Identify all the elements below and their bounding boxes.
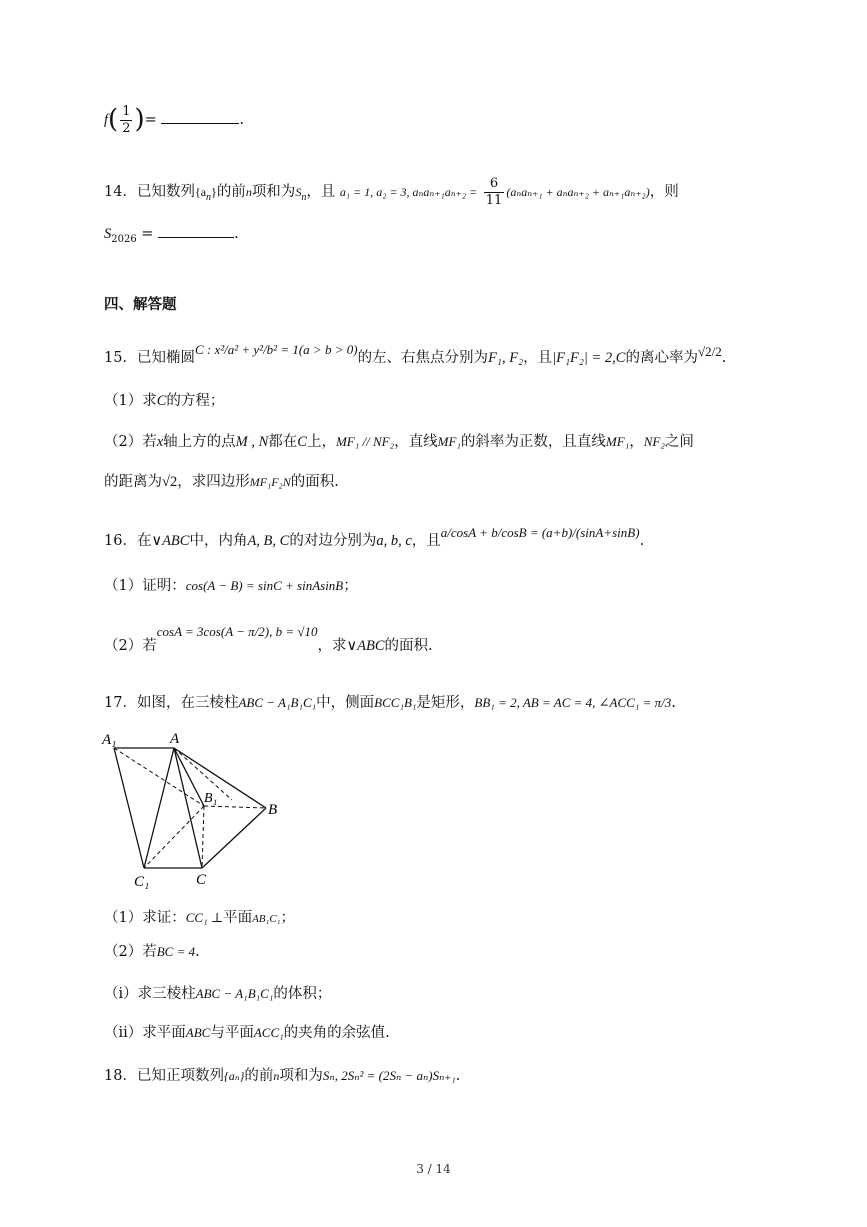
q13-lhs: f (104, 112, 109, 129)
q18-stem: 18．已知正项数列{aₙ}的前n项和为Sₙ, 2Sₙ² = (2Sₙ − aₙ)Sₙ₊₁. (104, 1068, 461, 1084)
q15-ellipse-equation: C : x²/a² + y²/b² = 1(a > b > 0) (194, 342, 358, 357)
q14-answer-blank[interactable] (158, 237, 234, 238)
label-A1: A₁ (102, 732, 117, 748)
q14-stem: 14．已知数列$\{a_n\}$的前n项和为$S_n$，且 a₁ = 1, a₂ = 3, aₙaₙ₊₁aₙ₊₂ = $\frac{6}{11}$ (aₙaₙ₊₁ + aₙaₙ₊₂ + aₙ₊₁aₙ₊₂)，则 (104, 176, 679, 208)
q14-condition: a₁ = 1, a₂ = 3, aₙaₙ₊₁aₙ₊₂ = (339, 185, 478, 200)
q13-answer-blank[interactable] (161, 123, 239, 124)
q15-part2: （2）若x轴上方的点M , N都在C上，MF₁ // NF₂，直线MF₁的斜率为正数，且直线MF₁，NF₂之间 (104, 434, 694, 450)
q17-part1: （1）求证：CC₁ ⊥平面AB₁C₁； (104, 910, 296, 926)
edge-B1-B (204, 806, 266, 808)
q14-fraction: $\frac{6}{11}$ (485, 176, 503, 208)
edge-A1-C1 (114, 748, 144, 868)
q13-fraction: $\frac{1}{2}$ (122, 104, 131, 136)
edge-A-B-dash (174, 748, 232, 800)
edge-A1-C (114, 748, 202, 868)
label-B1: B₁ (204, 791, 218, 806)
q17-stem: 17．如图，在三棱柱ABC − A₁B₁C₁中，侧面BCC₁B₁是矩形，BB₁ = 2, AB = AC = 4, ∠ACC₁ = π/3. (104, 695, 676, 711)
label-C: C (196, 872, 207, 888)
q17-part2-i: （i）求三棱柱ABC − A₁B₁C₁的体积； (104, 986, 332, 1002)
q16-stem: 16．在∨ABC中，内角A, B, C的对边分别为a, b, c，且a/cosA + b/cosB = (a+b)/(sinA+sinB). (104, 525, 645, 549)
q16-condition: a/cosA + b/cosB = (a+b)/(sinA+sinB) (440, 525, 640, 540)
label-C1: C₁ (134, 874, 150, 890)
edge-C-B (202, 808, 266, 868)
q13-answer-line: f( $\frac{1}{2}$ )= . (104, 104, 244, 136)
page-number: 3 / 14 (416, 1162, 451, 1176)
q14-answer-line: $S_{2026}$ = . (104, 226, 239, 245)
q16-part1: （1）证明：cos(A − B) = sinC + sinAsinB； (104, 578, 358, 594)
q15-stem: 15．已知椭圆C : x²/a² + y²/b² = 1(a > b > 0)的左、右焦点分别为F₁, F₂，且|F₁F₂| = 2,C的离心率为√2/2. (104, 342, 727, 366)
section-title: 四、解答题 (104, 297, 177, 313)
q15-part1: （1）求C的方程； (104, 393, 225, 409)
label-B: B (268, 802, 278, 818)
edge-B1-C (202, 806, 204, 868)
label-A: A (170, 731, 180, 747)
edge-A-B (174, 748, 266, 808)
edge-A-C1 (144, 748, 174, 868)
prism-figure (100, 728, 290, 893)
q16-part2: （2）若cosA = 3cos(A − π/2), b = √10，求∨ABC的面积. (104, 624, 433, 654)
edge-A-B1 (174, 748, 204, 806)
q17-part2-ii: （ii）求平面ABC与平面ACC₁的夹角的余弦值. (104, 1025, 390, 1041)
q15-eccentricity: √2/2 (697, 344, 722, 359)
edge-A1-B1 (114, 748, 204, 806)
q17-part2: （2）若BC = 4. (104, 944, 200, 960)
edge-A-C (174, 748, 202, 868)
q15-part2-cont: 的距离为√2，求四边形MF₁F₂N的面积. (104, 474, 339, 490)
